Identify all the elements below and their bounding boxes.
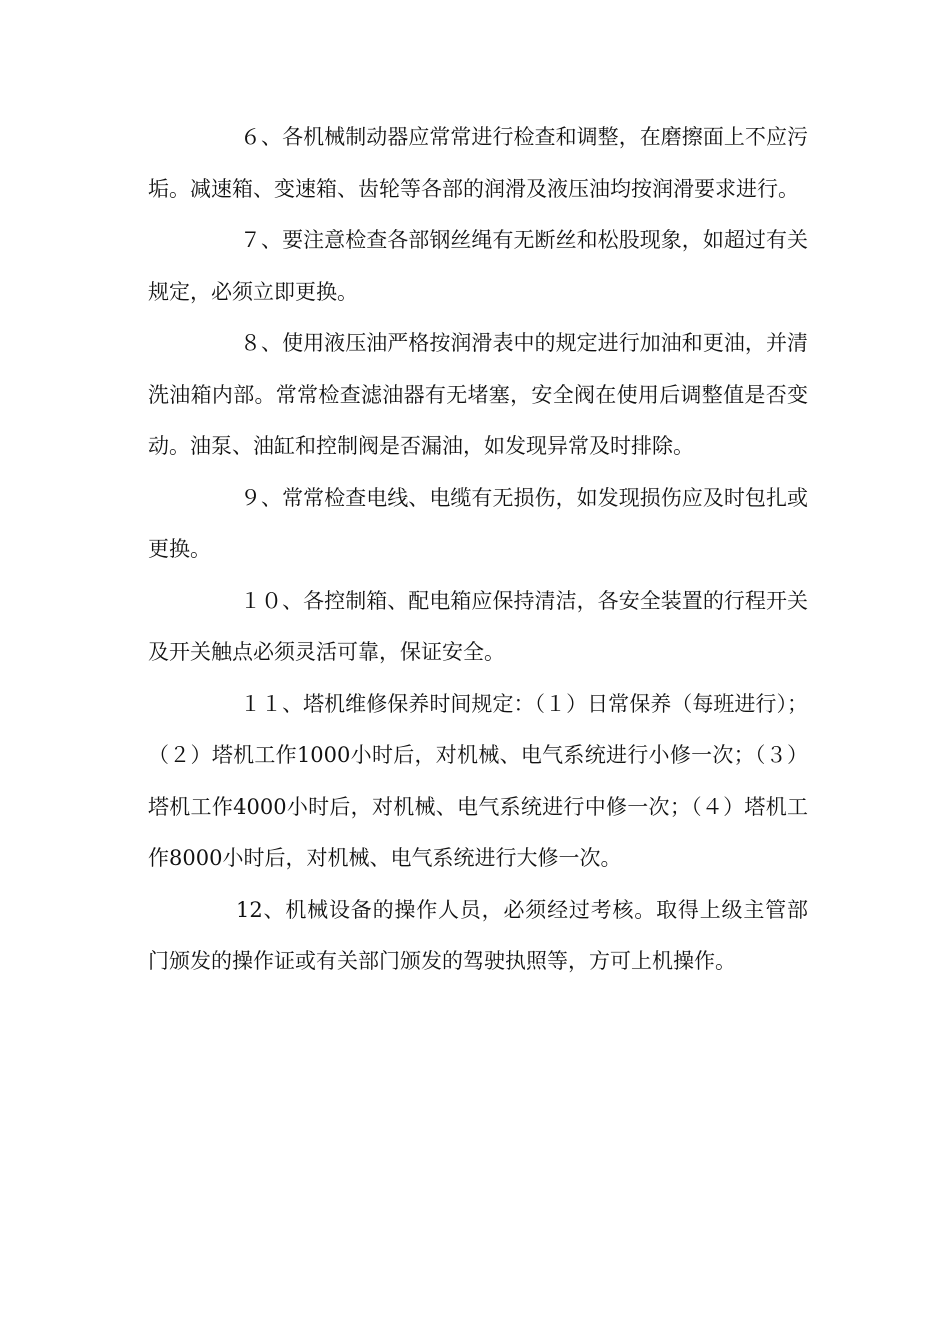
paragraph-12: 12、机械设备的操作人员，必须经过考核。取得上级主管部门颁发的操作证或有关部门颁发的驾驶执照等，方可上机操作。	[148, 897, 808, 973]
paragraph-9: ９、常常检查电线、电缆有无损伤，如发现损伤应及时包扎或更换。	[148, 485, 808, 561]
paragraph-11: １１、塔机维修保养时间规定：（１）日常保养（每班进行）；（２）塔机工作1000小时后，对机械、电气系统进行小修一次；（３）塔机工作4000小时后，对机械、电气系统进行中修一次；（４）塔机工作8000小时后，对机械、电气系统进行大修一次。	[148, 691, 808, 870]
paragraph-8: ８、使用液压油严格按润滑表中的规定进行加油和更油，并清洗油箱内部。常常检查滤油器有无堵塞，安全阀在使用后调整值是否变动。油泵、油缸和控制阀是否漏油，如发现异常及时排除。	[148, 331, 808, 458]
paragraph-7: ７、要注意检查各部钢丝绳有无断丝和松股现象，如超过有关规定，必须立即更换。	[148, 228, 808, 304]
document-body	[148, 112, 808, 988]
paragraph-6: ６、各机械制动器应常常进行检查和调整，在磨擦面上不应污垢。减速箱、变速箱、齿轮等各部的润滑及液压油均按润滑要求进行。	[148, 125, 808, 201]
paragraph-10: １０、各控制箱、配电箱应保持清洁，各安全装置的行程开关及开关触点必须灵活可靠，保证安全。	[148, 588, 808, 664]
